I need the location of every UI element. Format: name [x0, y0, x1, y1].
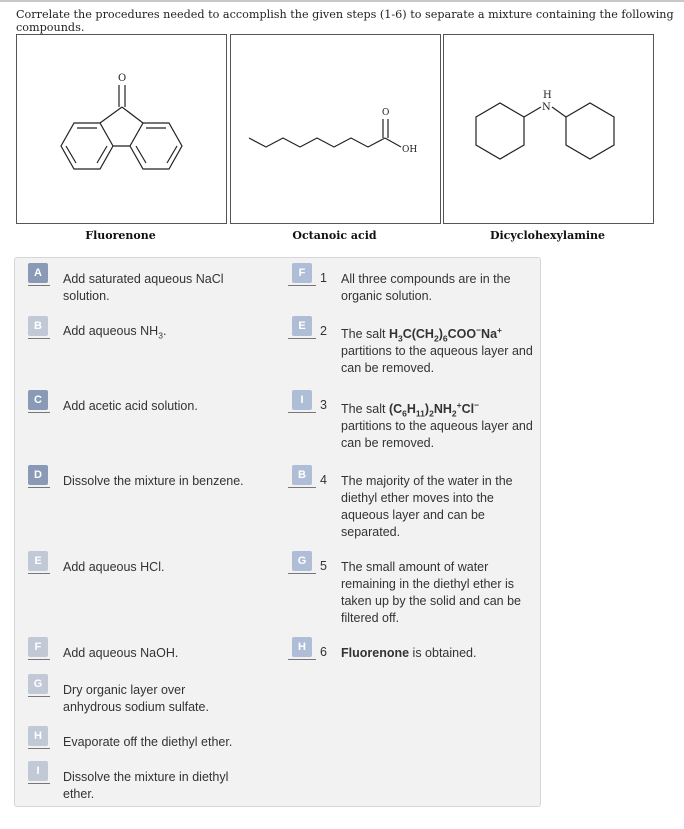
dicyclohexylamine-structure-box — [443, 34, 654, 224]
amine-nitrogen-label: N — [542, 102, 551, 113]
procedure-text-g: Dry organic layer over anhydrous sodium sulfate. — [63, 683, 209, 714]
ammonium-salt-formula: $(C_6H_{11})_2NH_2^+Cl^-$ — [388, 399, 480, 419]
procedure-tile-underline — [28, 338, 50, 339]
step-5-answer-tile[interactable]: G — [292, 551, 312, 571]
step-3-number: 3 — [320, 398, 327, 412]
step-6-number: 6 — [320, 645, 327, 659]
procedure-tile-h[interactable]: H — [28, 726, 48, 746]
procedure-text-d: Dissolve the mixture in benzene. — [63, 474, 244, 488]
procedure-text-h: Evaporate off the diethyl ether. — [63, 735, 233, 749]
procedure-tile-d[interactable]: D — [28, 465, 48, 485]
oxygen-label: O — [118, 73, 127, 84]
step-1-text: All three compounds are in the organic solution. — [341, 272, 511, 303]
procedure-tile-e[interactable]: E — [28, 551, 48, 571]
question-text: Correlate the procedures needed to accomplish the given steps (1-6) to separate a mixture containing the following compounds. — [16, 8, 674, 34]
octanoic-acid-structure-box — [230, 34, 441, 224]
procedure-tile-underline — [28, 573, 50, 574]
dicyclohexylamine-structure — [444, 35, 653, 223]
compound-name-octanoic-acid: Octanoic acid — [292, 229, 377, 242]
hydroxyl-label: OH — [402, 145, 418, 155]
procedure-text-a: Add saturated aqueous NaCl solution. — [63, 272, 224, 303]
procedure-tile-underline — [28, 783, 50, 784]
procedure-tile-f[interactable]: F — [28, 637, 48, 657]
octanoic-acid-structure — [231, 35, 440, 223]
step-drop-line — [288, 285, 316, 286]
top-divider — [0, 0, 684, 2]
compound-name-dicyclohexylamine: Dicyclohexylamine — [489, 229, 606, 242]
step-1-number: 1 — [320, 271, 327, 285]
step-3-text: The salt $(C_6H_{11})_2NH_2^+Cl^-$ partitions to the aqueous layer and can be removed. — [341, 399, 533, 450]
step-4-number: 4 — [320, 473, 327, 487]
step-2-text: The salt $H_3C(CH_2)_6COO^-Na^+$ partitions to the aqueous layer and can be removed. — [341, 324, 533, 375]
procedure-text-c: Add acetic acid solution. — [63, 399, 198, 413]
procedure-tile-underline — [28, 659, 50, 660]
step-3-answer-tile[interactable]: I — [292, 390, 312, 410]
procedure-tile-underline — [28, 696, 50, 697]
fluorenone-structure — [17, 35, 226, 223]
procedure-tile-i[interactable]: I — [28, 761, 48, 781]
step-4-answer-tile[interactable]: B — [292, 465, 312, 485]
amine-hydrogen-label: H — [543, 90, 552, 101]
procedure-tile-underline — [28, 285, 50, 286]
step-6-text: Fluorenone is obtained. — [341, 646, 477, 660]
procedure-text-e: Add aqueous HCl. — [63, 560, 165, 574]
procedure-tile-b[interactable]: B — [28, 316, 48, 336]
step-1-answer-tile[interactable]: F — [292, 263, 312, 283]
procedure-tile-g[interactable]: G — [28, 674, 48, 694]
octanoate-salt-formula: $H_3C(CH_2)_6COO^-Na^+$ — [388, 324, 502, 344]
compound-name-fluorenone: Fluorenone — [85, 229, 156, 242]
step-4-text: The majority of the water in the diethyl ether moves into the aqueous layer and can be separated. — [341, 474, 513, 539]
step-drop-line — [288, 573, 316, 574]
fluorenone-structure-box — [16, 34, 227, 224]
procedure-text-i: Dissolve the mixture in diethyl ether. — [63, 770, 229, 801]
step-6-answer-tile[interactable]: H — [292, 637, 312, 657]
procedure-tile-underline — [28, 748, 50, 749]
step-drop-line — [288, 412, 316, 413]
procedure-tile-a[interactable]: A — [28, 263, 48, 283]
carbonyl-oxygen-label: O — [382, 108, 390, 118]
procedure-tile-underline — [28, 412, 50, 413]
step-2-number: 2 — [320, 324, 327, 338]
procedure-text-b: Add aqueous $NH_3$. — [63, 324, 167, 341]
step-drop-line — [288, 659, 316, 660]
step-5-text: The small amount of water remaining in the diethyl ether is taken up by the solid and can be filtered off. — [341, 560, 521, 625]
procedure-tile-underline — [28, 487, 50, 488]
step-drop-line — [288, 338, 316, 339]
procedure-tile-c[interactable]: C — [28, 390, 48, 410]
step-2-answer-tile[interactable]: E — [292, 316, 312, 336]
step-drop-line — [288, 487, 316, 488]
procedure-text-f: Add aqueous NaOH. — [63, 646, 179, 660]
step-5-number: 5 — [320, 559, 327, 573]
